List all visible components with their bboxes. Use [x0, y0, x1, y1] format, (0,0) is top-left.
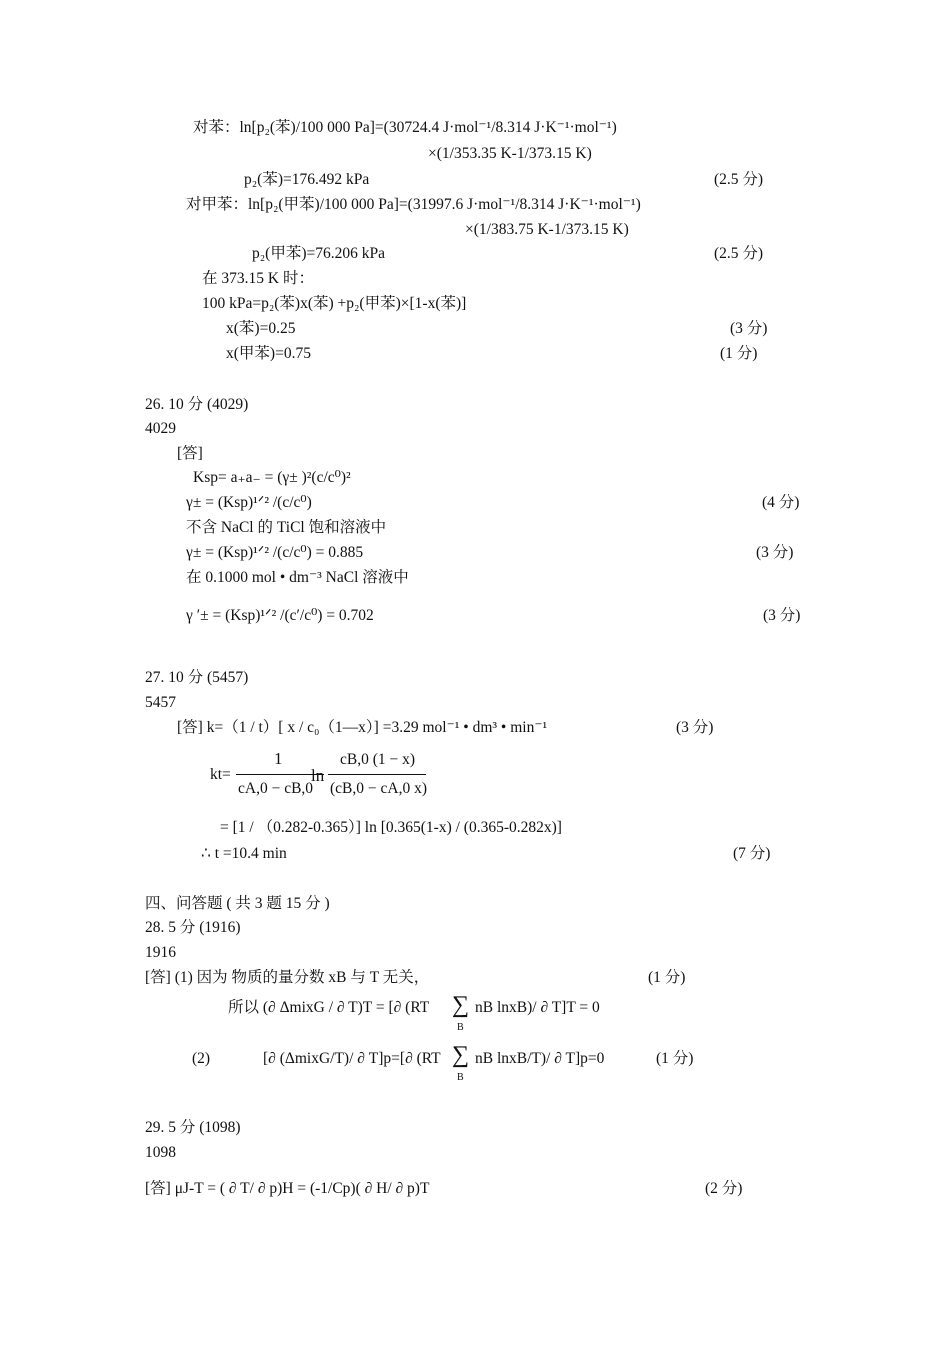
gamma-definition-score: (4 分)	[762, 494, 800, 511]
q29-code: 1098	[145, 1144, 176, 1161]
toluene-pressure-score: (2.5 分)	[714, 245, 764, 262]
gamma-pure-score: (3 分)	[756, 544, 794, 561]
ln-symbol: ln	[311, 766, 325, 785]
ksp-equation: Ksp= a₊a₋ = (γ± )²(c/c⁰)²	[193, 469, 351, 486]
toluene-pressure: p₂(甲苯)=76.206 kPa	[252, 245, 385, 262]
q29-answer: [答] μJ-T = ( ∂ T/ ∂ p)H = (-1/Cp)( ∂ H/ ∂ p)T	[145, 1180, 430, 1197]
at-temperature: 在 373.15 K 时：	[202, 270, 314, 287]
q26-header: 26. 10 分 (4029)	[145, 396, 249, 413]
x-benzene-score: (3 分)	[730, 320, 768, 337]
q29-answer-score: (2 分)	[705, 1180, 743, 1197]
benzene-equation: 对苯：ln[p₂(苯)/100 000 Pa]=(30724.4 J·mol⁻¹/8.314 J·K⁻¹·mol⁻¹)	[193, 119, 617, 136]
q28-line-3-score: (1 分)	[656, 1050, 694, 1067]
q28-line-3-left: [∂ (ΔmixG/T)/ ∂ T]p=[∂ (RT	[263, 1050, 441, 1067]
section-title: 四、问答题 ( 共 3 题 15 分 )	[145, 895, 330, 912]
benzene-pressure-score: (2.5 分)	[714, 171, 764, 188]
rate-constant-line: [答] k=（1 / t）[ x / c₀（1—x）] =3.29 mol⁻¹ • dm³ • min⁻¹	[177, 719, 548, 736]
q28-header: 28. 5 分 (1916)	[145, 919, 241, 936]
result-score: (7 分)	[733, 845, 771, 862]
fraction-2-bar	[328, 774, 426, 775]
fraction-2-denominator: (cB,0 − cA,0 x)	[330, 780, 427, 797]
toluene-equation-cont: ×(1/383.75 K-1/373.15 K)	[465, 221, 629, 238]
gamma-definition: γ± = (Ksp)¹ᐟ² /(c/c⁰)	[186, 494, 312, 511]
x-toluene-score: (1 分)	[720, 345, 758, 362]
result-line: ∴ t =10.4 min	[201, 845, 287, 862]
fraction-1-numerator: 1	[274, 749, 283, 768]
rate-constant-score: (3 分)	[676, 719, 714, 736]
benzene-equation-cont: ×(1/353.35 K-1/373.15 K)	[428, 145, 592, 162]
q26-code: 4029	[145, 420, 176, 437]
q29-header: 29. 5 分 (1098)	[145, 1119, 241, 1136]
q27-header: 27. 10 分 (5457)	[145, 669, 249, 686]
no-nacl-text: 不含 NaCl 的 TiCl 饱和溶液中	[186, 519, 387, 536]
gamma-pure: γ± = (Ksp)¹ᐟ² /(c/c⁰) = 0.885	[186, 544, 364, 561]
q28-line-2-left: 所以 (∂ ΔmixG / ∂ T)T = [∂ (RT	[228, 999, 430, 1016]
gamma-salt-score: (3 分)	[763, 607, 801, 624]
fraction-2	[328, 750, 426, 802]
q28-line-2-right: nB lnxB)/ ∂ T]T = 0	[475, 999, 600, 1016]
gamma-salt: γ ′± = (Ksp)¹ᐟ² /(c′/c⁰) = 0.702	[186, 607, 374, 624]
x-benzene: x(苯)=0.25	[226, 320, 296, 337]
q28-line-3-right: nB lnxB/T)/ ∂ T]p=0	[475, 1050, 605, 1067]
q26-answer-tag: [答]	[177, 445, 203, 462]
pressure-balance: 100 kPa=p₂(苯)x(苯) +p₂(甲苯)×[1-x(苯)]	[202, 295, 467, 312]
q27-code: 5457	[145, 694, 176, 711]
fraction-1-denominator: cA,0 − cB,0	[238, 780, 314, 797]
substitution-line: = [1 / （0.282-0.365）] ln [0.365(1-x) / (0.365-0.282x)]	[220, 819, 562, 836]
toluene-equation: 对甲苯：ln[p₂(甲苯)/100 000 Pa]=(31997.6 J·mol⁻¹/8.314 J·K⁻¹·mol⁻¹)	[186, 196, 641, 213]
fraction-2-numerator: cB,0 (1 − x)	[340, 751, 416, 768]
q28-line-1: [答] (1) 因为 物质的量分数 xB 与 T 无关，	[145, 969, 430, 986]
kt-lhs: kt=	[210, 766, 231, 783]
q28-line-3-label: (2)	[192, 1050, 211, 1067]
sum-subscript-1: B	[457, 1022, 464, 1033]
sum-symbol-2: ∑	[452, 1042, 470, 1068]
sum-subscript-2: B	[457, 1072, 464, 1083]
x-toluene: x(甲苯)=0.75	[226, 345, 311, 362]
in-nacl-text: 在 0.1000 mol • dm⁻³ NaCl 溶液中	[186, 569, 409, 586]
benzene-pressure: p₂(苯)=176.492 kPa	[244, 171, 370, 188]
q28-code: 1916	[145, 944, 176, 961]
sum-symbol-1: ∑	[452, 992, 470, 1018]
q28-line-1-score: (1 分)	[648, 969, 686, 986]
